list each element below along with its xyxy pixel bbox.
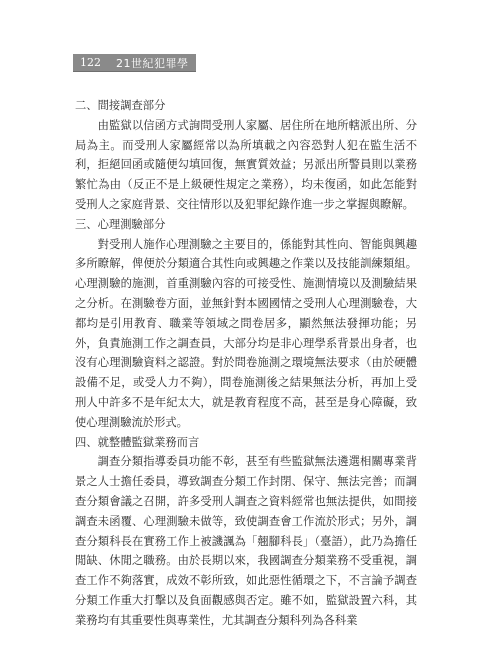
- section-heading: 三、心理測驗部分: [75, 217, 166, 231]
- page-number: 122: [80, 56, 101, 69]
- section-heading: 四、就整體監獄業務而言: [75, 435, 200, 449]
- section-heading: 二、間接調查部分: [75, 99, 166, 112]
- series-title: 21世紀犯罪學: [116, 56, 189, 70]
- page-body: [75, 96, 417, 631]
- section-paragraph: 由監獄以信函方式詢問受刑人家屬、居住所在地所轄派出所、分局為主。而受刑人家屬經常以為所填載之內容恐對人犯在監生活不利，拒絕回函或隨便勾填回復，無實質效益；另派出所警員則以業務繁忙為由（反正不是上級硬性規定之業務），均未復函，如此怎能對受刑人之家庭背景、交往情形以及犯罪紀錄作進一步之掌握與瞭解。: [75, 118, 417, 211]
- running-header: [73, 54, 196, 72]
- section-paragraph: 調查分類指導委員功能不彰，甚至有些監獄無法遴選相關專業背景之人士擔任委員，導致調查分類工作封閉、保守、無法完善；而調查分類會議之召開，許多受刑人調查之資料經常也無法提供，如間接調查未函覆、心理測驗未做等，致使調查會工作流於形式；另外，調查分類科長在實務工作上被譏諷為「翹腳科長」（臺語），此乃為擔任閒缺、休閒之職務。由於長期以來，我國調查分類業務不受重視，調查工作不夠落實，成效不彰所致，如此惡性循環之下，不言論予調查分類工作重大打擊以及負面觀感與否定。雖不如，監獄設置六科，其業務均有其重要性與專業性，尤其調查分類科列為各科業: [75, 455, 417, 627]
- book-icon: [253, 55, 266, 70]
- section-paragraph: 對受刑人施作心理測驗之主要目的，係能對其性向、智能與興趣多所瞭解，俾便於分類適合其性向或興趣之作業以及技能訓練類組。心理測驗的施測，首重測驗內容的可接受性、施測情境以及測驗結果之分析。在測驗卷方面，並無針對本國國情之受刑人心理測驗卷，大都均是引用教育、職業等領域之問卷居多，顯然無法發揮功能；另外，負責施測工作之調查員，大部分均是非心理學系背景出身者，也沒有心理測驗資料之認證。對於問卷施測之環境無法要求（由於硬體設備不足，或受人力不夠），問卷施測後之結果無法分析，再加上受刑人中許多不是年紀太大，就是教育程度不高，甚至是身心障礙，致使心理測驗流於形式。: [75, 237, 417, 429]
